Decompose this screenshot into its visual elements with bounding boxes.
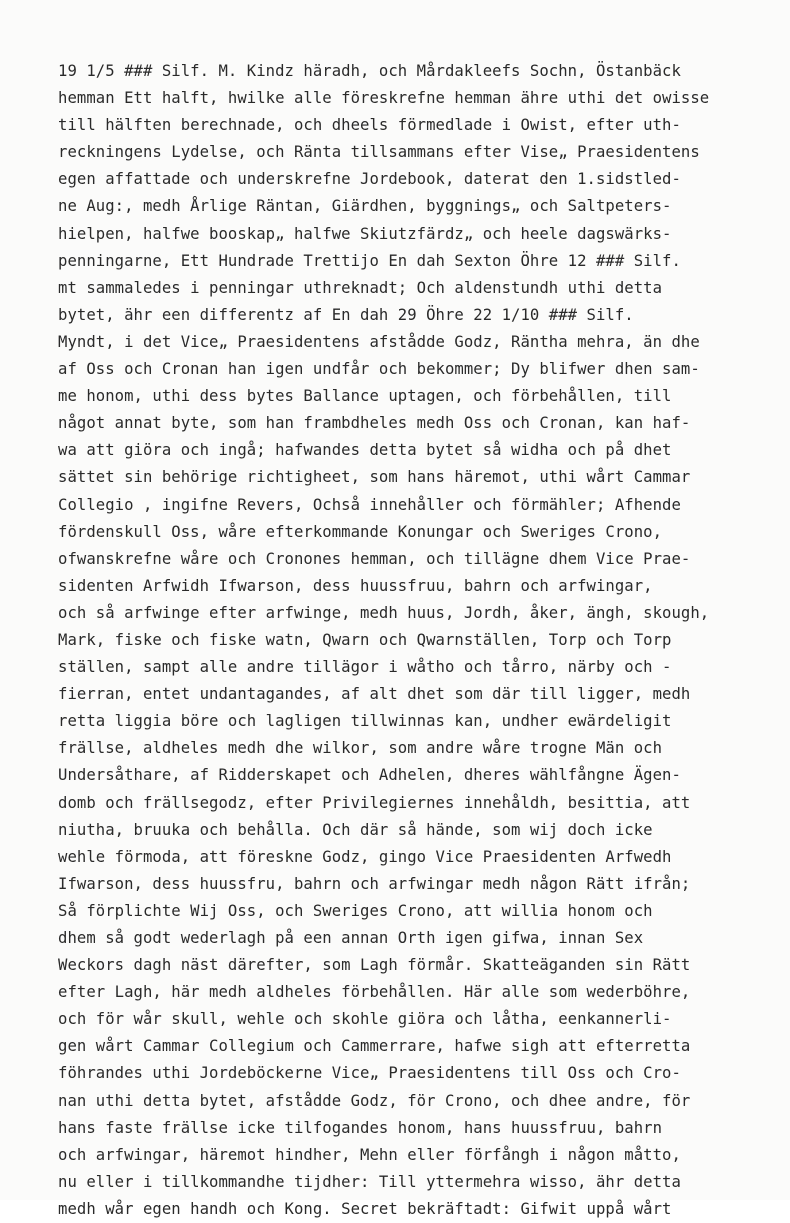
text-line: Så förplichte Wij Oss, och Sweriges Crono, att willia honom och (58, 901, 653, 920)
text-line: hemman Ett halft, hwilke alle föreskrefne hemman ähre uthi det owisse (58, 89, 710, 108)
text-line: hans faste frällse icke tilfogandes honom, hans huussfruu, bahrn (58, 1118, 663, 1137)
text-line: och arfwingar, häremot hindher, Mehn eller förfångh i någon måtto, (58, 1145, 681, 1164)
text-line: föhrandes uthi Jordeböckerne Vice„ Praesidentens till Oss och Cro- (58, 1064, 681, 1083)
text-line: till hälften berechnade, och dheels förmedlade i Owist, efter uth- (58, 116, 681, 135)
text-line: reckningens Lydelse, och Ränta tillsammans efter Vise„ Praesidentens (58, 143, 700, 162)
text-line: sidenten Arfwidh Ifwarson, dess huussfruu, bahrn och arfwingar, (58, 576, 653, 595)
text-line: ställen, sampt alle andre tillägor i wåtho och tårro, närby och - (58, 658, 672, 677)
text-line: nan uthi detta bytet, afstådde Godz, för Crono, och dhee andre, för (58, 1091, 691, 1110)
text-line: fierran, entet undantagandes, af alt dhet som där till ligger, medh (58, 685, 691, 704)
text-line: Undersåthare, af Ridderskapet och Adhelen, dheres wählfångne Ägen- (58, 766, 681, 785)
text-line: frällse, aldheles medh dhe wilkor, som andre wåre trogne Män och (58, 739, 663, 758)
text-line: efter Lagh, här medh aldheles förbehållen. Här alle som wederböhre, (58, 983, 691, 1002)
text-line: retta liggia böre och lagligen tillwinnas kan, undher ewärdeligit (58, 712, 672, 731)
text-line: medh wår egen handh och Kong. Secret bekräftadt: Gifwit uppå wårt (58, 1199, 672, 1218)
text-line: ofwanskrefne wåre och Cronones hemman, och tillägne dhem Vice Prae- (58, 549, 691, 568)
text-line: mt sammaledes i penningar uthreknadt; Och aldenstundh uthi detta (58, 278, 663, 297)
text-line: sättet sin behörige richtigheet, som hans häremot, uthi wårt Cammar (58, 468, 691, 487)
text-line: Myndt, i det Vice„ Praesidentens afstådde Godz, Räntha mehra, än dhe (58, 332, 700, 351)
text-line: nu eller i tillkommandhe tijdher: Till yttermehra wisso, ähr detta (58, 1172, 681, 1191)
text-line: Collegio , ingifne Revers, Ochså innehåller och förmähler; Afhende (58, 495, 681, 514)
text-line: något annat byte, som han frambdheles medh Oss och Cronan, kan haf- (58, 414, 691, 433)
text-line: dhem så godt wederlagh på een annan Orth igen gifwa, innan Sex (58, 929, 644, 947)
text-line: ne Aug:, medh Årlige Räntan, Giärdhen, byggnings„ och Saltpeters- (58, 197, 672, 216)
text-line: 19 1/5 ### Silf. M. Kindz häradh, och Mårdakleefs Sochn, Östanbäck (58, 62, 681, 80)
text-line: Weckors dagh näst därefter, som Lagh förmår. Skatteäganden sin Rätt (58, 956, 691, 975)
text-line: niutha, bruuka och behålla. Och där så hände, som wij doch icke (58, 820, 653, 839)
text-line: och så arfwinge efter arfwinge, medh huus, Jordh, åker, ängh, skough, (58, 603, 710, 622)
text-line: och för wår skull, wehle och skohle giöra och låtha, eenkannerli- (58, 1010, 672, 1029)
text-line: domb och frällsegodz, efter Privilegiernes innehåldh, besittia, att (58, 793, 691, 812)
text-line: Mark, fiske och fiske watn, Qwarn och Qwarnställen, Torp och Torp (58, 630, 672, 649)
text-line: hielpen, halfwe booskap„ halfwe Skiutzfärdz„ och heele dagswärks- (58, 224, 672, 243)
text-line: me honom, uthi dess bytes Ballance uptagen, och förbehållen, till (58, 387, 672, 406)
text-line: af Oss och Cronan han igen undfår och bekommer; Dy blifwer dhen sam- (58, 360, 700, 379)
text-line: egen affattade och underskrefne Jordebook, daterat den 1.sidstled- (58, 170, 681, 189)
text-line: penningarne, Ett Hundrade Trettijo En dah Sexton Öhre 12 ### Silf. (58, 251, 681, 270)
text-line: fördenskull Oss, wåre efterkommande Konungar och Sweriges Crono, (58, 522, 663, 541)
text-line: wehle förmoda, att föreskne Godz, gingo Vice Praesidenten Arfwedh (58, 847, 672, 866)
text-line: gen wårt Cammar Collegium och Cammerrare, hafwe sigh att efterretta (58, 1037, 691, 1056)
text-line: bytet, ähr een differentz af En dah 29 Öhre 22 1/10 ### Silf. (58, 305, 634, 324)
text-line: wa att giöra och ingå; hafwandes detta bytet så widha och på dhet (58, 441, 672, 460)
text-line: Ifwarson, dess huussfru, bahrn och arfwingar medh någon Rätt ifrån; (58, 874, 691, 893)
typewritten-text (58, 58, 778, 1223)
